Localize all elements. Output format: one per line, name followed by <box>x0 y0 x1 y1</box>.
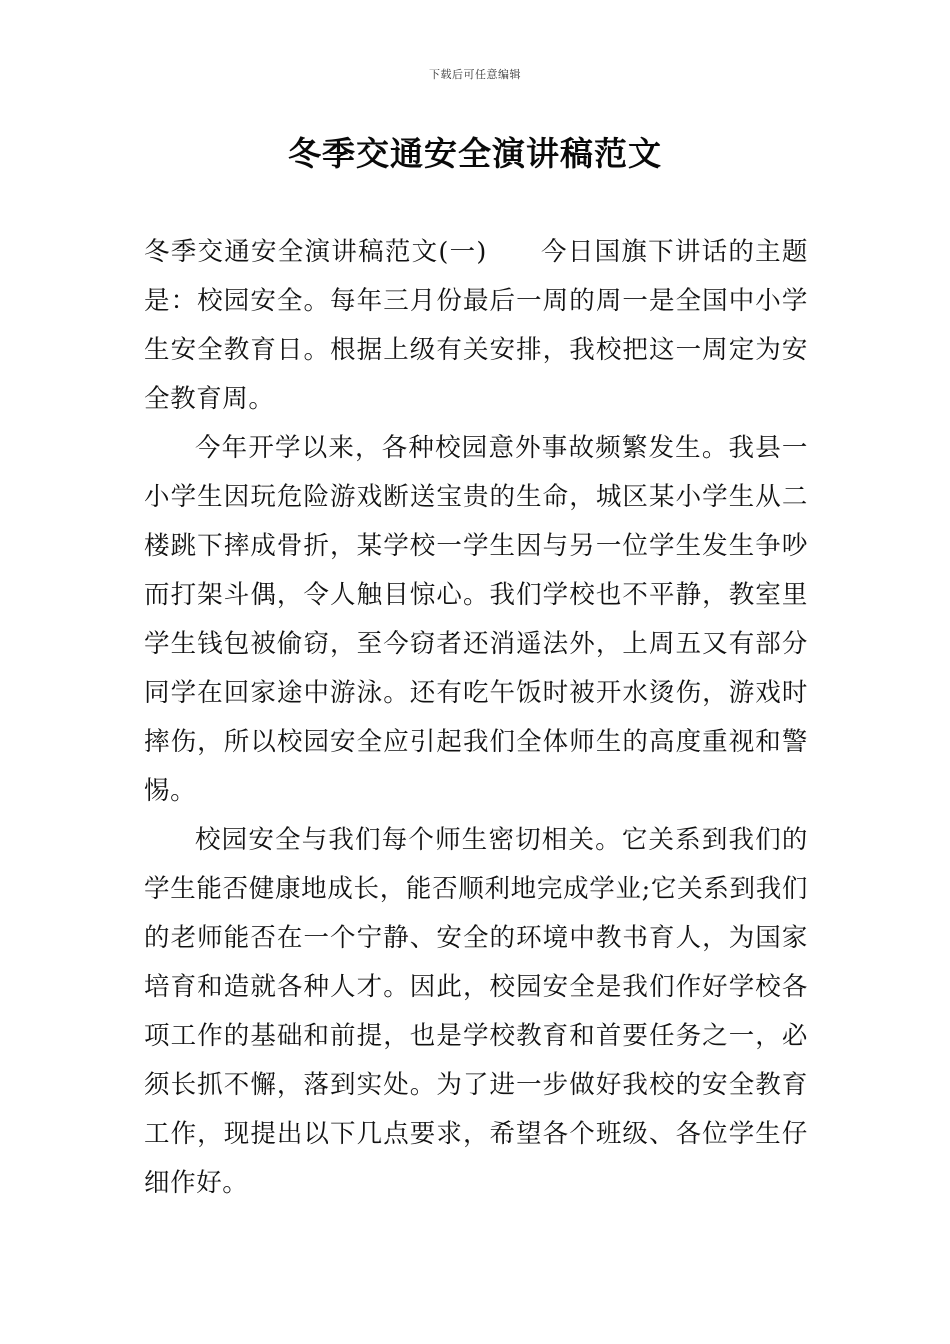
paragraph-3: 校园安全与我们每个师生密切相关。它关系到我们的学生能否健康地成长，能否顺利地完成学业;它关系到我们的老师能否在一个宁静、安全的环境中教书育人，为国家培育和造就各种人才。因此，校园安全是我们作好学校各项工作的基础和前提，也是学校教育和首要任务之一，必须长抓不懈，落到实处。为了进一步做好我校的安全教育工作，现提出以下几点要求，希望各个班级、各位学生仔细作好。 <box>144 825 808 1198</box>
paragraph-1: 冬季交通安全演讲稿范文(一) 今日国旗下讲话的主题是：校园安全。每年三月份最后一周的周一是全国中小学生安全教育日。根据上级有关安排，我校把这一周定为安全教育周。 <box>144 237 808 414</box>
header-note: 下载后可任意编辑 <box>429 68 521 81</box>
paragraph-2: 今年开学以来，各种校园意外事故频繁发生。我县一小学生因玩危险游戏断送宝贵的生命，城区某小学生从二楼跳下摔成骨折，某学校一学生因与另一位学生发生争吵而打架斗偶，令人触目惊心。我们学校也不平静，教室里学生钱包被偷窃，至今窃者还消遥法外，上周五又有部分同学在回家途中游泳。还有吃午饭时被开水烫伤，游戏时摔伤，所以校园安全应引起我们全体师生的高度重视和警惕。 <box>144 433 808 806</box>
document-title: 冬季交通安全演讲稿范文 <box>288 134 662 173</box>
document-body <box>144 228 808 1208</box>
